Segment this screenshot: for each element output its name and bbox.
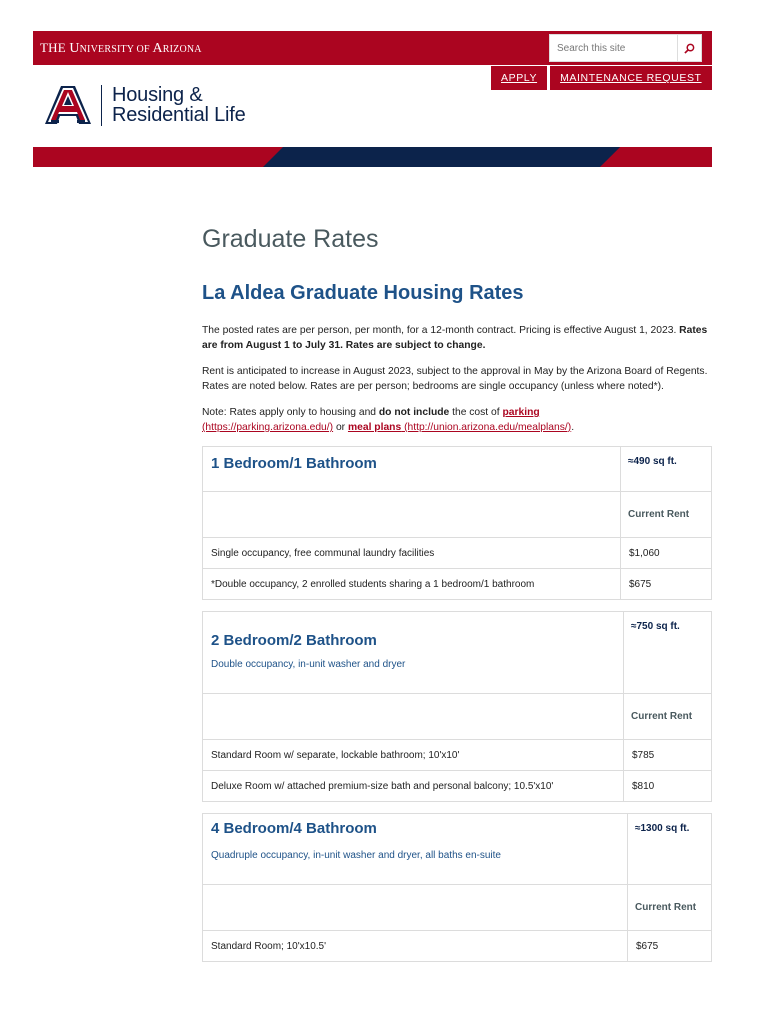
rates-table-1br (202, 446, 712, 600)
note-end: . (571, 422, 575, 433)
note-paragraph (202, 405, 712, 435)
current-rent-header: Current Rent (621, 492, 712, 538)
pricing-bold-text: Rates are from August 1 to July 31. Rates are subject to change. (202, 325, 708, 351)
logo-divider (101, 85, 102, 126)
table-header-row (203, 814, 712, 885)
wordmark-u: U (69, 41, 80, 56)
square-footage: ≈490 sq ft. (621, 447, 712, 492)
table-row (203, 931, 712, 962)
band-red-right (600, 147, 712, 167)
page-title: Graduate Rates (202, 225, 379, 253)
room-description: *Double occupancy, 2 enrolled students sharing a 1 bedroom/1 bathroom (203, 569, 621, 600)
main-content (202, 222, 712, 973)
empty-cell (203, 885, 628, 931)
note-prefix: Note: Rates apply only to housing and (202, 407, 379, 418)
band-red-left (33, 147, 283, 167)
empty-cell (203, 492, 621, 538)
room-rent: $1,060 (621, 538, 712, 569)
table-colhead-row (203, 492, 712, 538)
table-header-row (203, 447, 712, 492)
table-colhead-row (203, 885, 712, 931)
pricing-paragraph (202, 323, 712, 353)
room-description: Standard Room; 10'x10.5' (203, 931, 628, 962)
unit-type-subtitle: Double occupancy, in-unit washer and dryer (211, 659, 406, 670)
decorative-band (33, 147, 712, 167)
search-button[interactable] (677, 35, 701, 61)
university-wordmark[interactable] (40, 40, 202, 57)
logo-text (112, 85, 246, 125)
empty-cell (203, 694, 624, 740)
utility-nav (491, 66, 712, 90)
table-row (203, 740, 712, 771)
search-input[interactable] (550, 35, 677, 61)
square-footage: ≈750 sq ft. (624, 612, 712, 694)
magnifier-icon (684, 43, 695, 54)
table-header-row (203, 612, 712, 694)
rates-table-2br (202, 611, 712, 802)
pricing-text: The posted rates are per person, per month, for a 12-month contract. Pricing is effective August 1, 2023. (202, 325, 680, 336)
table-row (203, 538, 712, 569)
unit-type-title: 4 Bedroom/4 Bathroom (211, 820, 377, 837)
wordmark-rizona: RIZONA (162, 44, 202, 55)
unit-type-subtitle: Quadruple occupancy, in-unit washer and dryer, all baths en-suite (211, 850, 501, 861)
wordmark-the: THE (40, 40, 70, 55)
room-description: Standard Room w/ separate, lockable bathroom; 10'x10' (203, 740, 624, 771)
top-banner (33, 31, 712, 65)
site-search (549, 34, 702, 62)
wordmark-a: A (152, 41, 163, 56)
current-rent-header: Current Rent (624, 694, 712, 740)
room-description: Single occupancy, free communal laundry facilities (203, 538, 621, 569)
room-rent: $675 (621, 569, 712, 600)
note-mid: the cost of (449, 407, 503, 418)
unit-type-title: 1 Bedroom/1 Bathroom (203, 447, 621, 492)
apply-link[interactable]: APPLY (491, 66, 547, 90)
unit-type-title: 2 Bedroom/2 Bathroom (211, 632, 377, 649)
square-footage: ≈1300 sq ft. (628, 814, 712, 885)
room-rent: $785 (624, 740, 712, 771)
room-description: Deluxe Room w/ attached premium-size bath and personal balcony; 10.5'x10' (203, 771, 624, 802)
unit-type-cell (203, 814, 628, 885)
housing-logo[interactable] (43, 84, 246, 126)
meal-plans-url-link[interactable]: (http://union.arizona.edu/mealplans/) (401, 422, 572, 433)
current-rent-header: Current Rent (628, 885, 712, 931)
unit-type-cell (203, 612, 624, 694)
room-rent: $810 (624, 771, 712, 802)
room-rent: $675 (628, 931, 712, 962)
note-or: or (333, 422, 348, 433)
arizona-a-logo-icon (43, 84, 93, 126)
meal-plans-link[interactable]: meal plans (347, 422, 402, 433)
logo-line-1: Housing & (112, 84, 203, 106)
section-title: La Aldea Graduate Housing Rates (202, 282, 524, 304)
table-row (203, 569, 712, 600)
note-bold: do not include (378, 407, 450, 418)
logo-line-2: Residential Life (112, 104, 246, 126)
rent-increase-paragraph: Rent is anticipated to increase in August 2023, subject to the approval in May by the Arizona Board of Regents. Rates are noted below. Rates are per person; bedrooms are single occupancy (unless where noted*). (202, 366, 708, 392)
rates-table-4br (202, 813, 712, 962)
table-colhead-row (203, 694, 712, 740)
maintenance-request-link[interactable]: MAINTENANCE REQUEST (550, 66, 712, 90)
parking-link[interactable]: parking (502, 407, 540, 418)
parking-url-link[interactable]: (https://parking.arizona.edu/) (202, 422, 334, 433)
wordmark-niversity: NIVERSITY OF (79, 44, 153, 55)
table-row (203, 771, 712, 802)
